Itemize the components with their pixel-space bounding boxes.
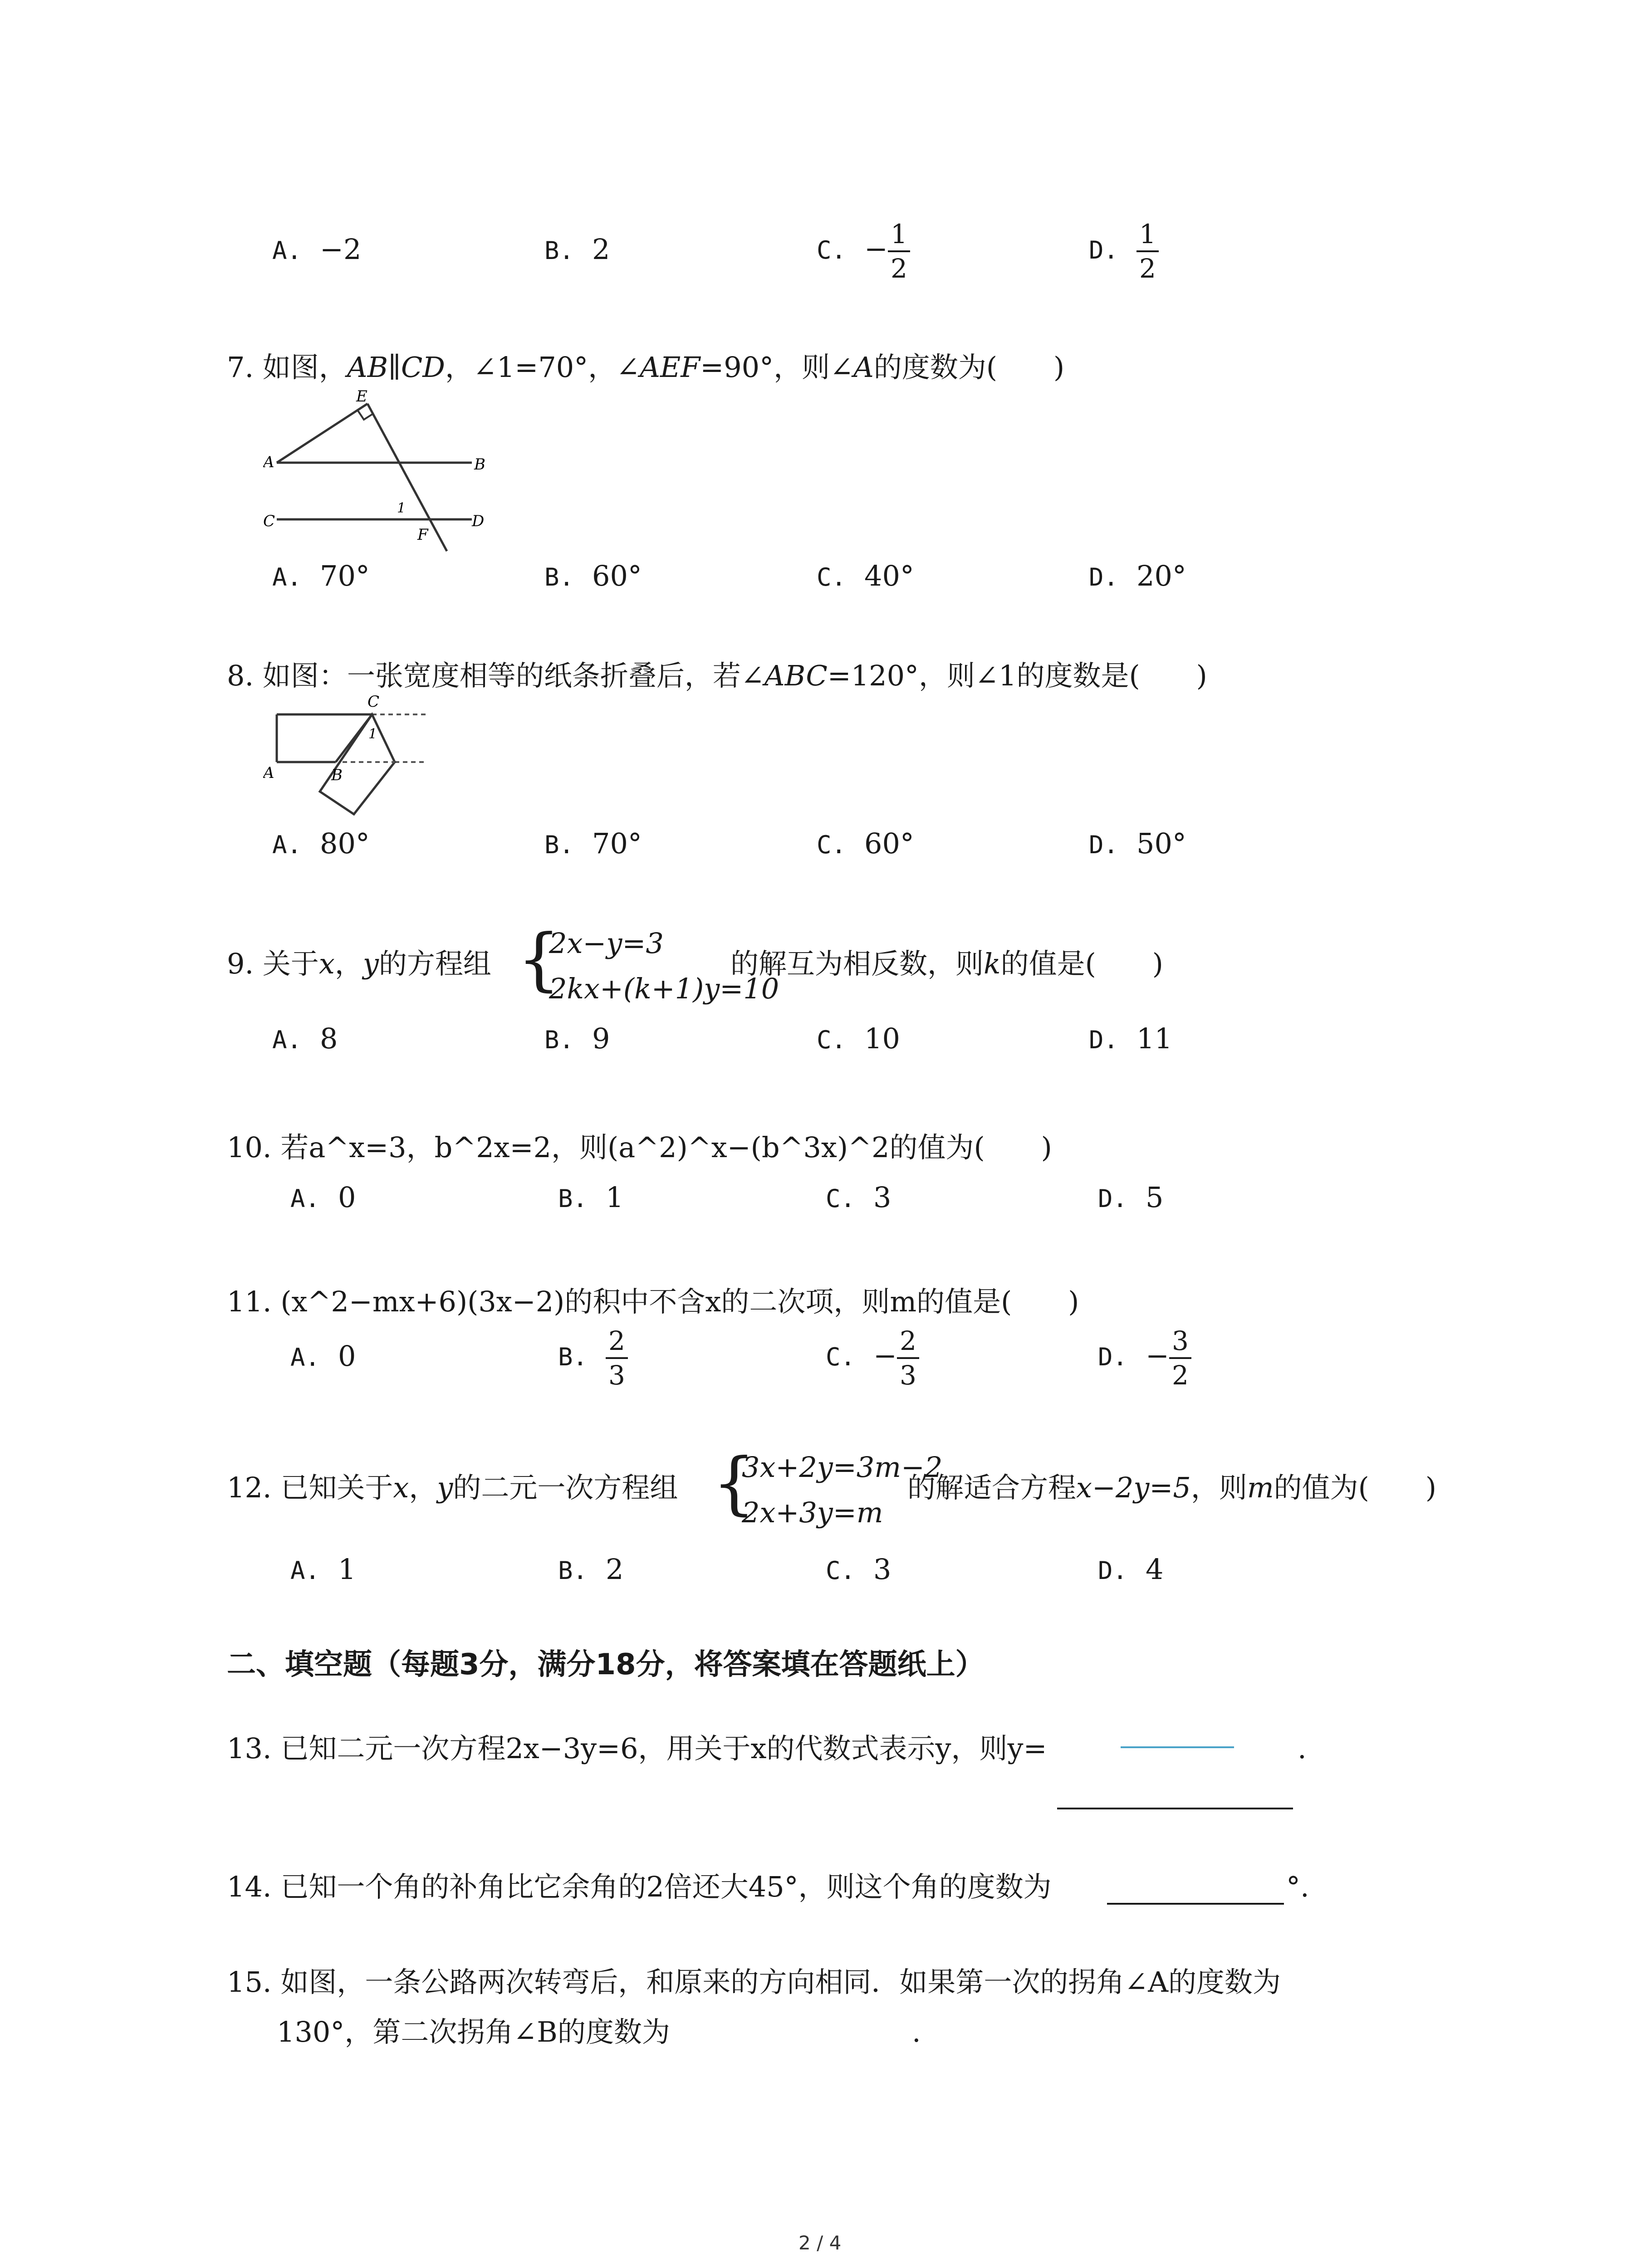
q12-equation-1: 3x+2y=3m−2	[742, 1451, 943, 1484]
q9-option-d: D. 11	[1089, 1022, 1172, 1055]
q6-option-d: D. $\frac{1}{2}$	[1089, 218, 1159, 285]
q9-brace: {	[517, 920, 561, 999]
svg-text:C: C	[367, 694, 380, 711]
q13-period: .	[1298, 1732, 1307, 1765]
svg-text:C: C	[263, 512, 275, 530]
q10-option-c: C. 3	[826, 1181, 892, 1214]
q7-stem: 7. 如图，AB∥CD，∠1=70°，∠AEF=90°，则∠A的度数为( )	[227, 351, 1065, 384]
q7-option-a: A. 70°	[272, 559, 370, 592]
q10-stem: 10. 若a^x=3，b^2x=2，则(a^2)^x−(b^3x)^2的值为( )	[227, 1131, 1052, 1164]
q7-option-b: B. 60°	[544, 559, 642, 592]
svg-text:1: 1	[397, 500, 406, 516]
q9-option-c: C. 10	[817, 1022, 900, 1055]
q9-equation-2: 2kx+(k+1)y=10	[549, 972, 779, 1005]
svg-text:B: B	[474, 455, 485, 474]
svg-text:1: 1	[368, 726, 377, 742]
q12-stem-pre: 12. 已知关于x，y的二元一次方程组	[227, 1471, 678, 1504]
q6-option-c: C. − $\frac{1}{2}$	[817, 218, 910, 285]
q12-option-a: A. 1	[290, 1553, 356, 1586]
q7-figure	[263, 388, 499, 560]
q12-option-d: D. 4	[1098, 1553, 1164, 1586]
q8-stem: 8. 如图：一张宽度相等的纸条折叠后，若∠ABC=120°，则∠1的度数是( )	[227, 659, 1207, 692]
q6-option-b: B. 2	[544, 233, 610, 266]
q10-option-b: B. 1	[558, 1181, 624, 1214]
q13-answer-blank[interactable]	[1057, 1808, 1293, 1809]
q9-option-a: A. 8	[272, 1022, 338, 1055]
q12-option-c: C. 3	[826, 1553, 892, 1586]
svg-text:D: D	[472, 512, 485, 530]
q14-answer-blank[interactable]	[1107, 1903, 1284, 1905]
q15-period: .	[912, 2015, 921, 2048]
q13-stem: 13. 已知二元一次方程2x−3y=6，用关于x的代数式表示y，则y=	[227, 1732, 1047, 1765]
q11-option-d: D. − $\frac{3}{2}$	[1098, 1325, 1191, 1392]
q11-option-c: C. − $\frac{2}{3}$	[826, 1325, 919, 1392]
svg-text:E: E	[356, 388, 367, 406]
q9-stem-pre: 9. 关于x，y的方程组	[227, 947, 491, 980]
q15-line2: 130°，第二次拐角∠B的度数为	[277, 2015, 670, 2048]
svg-text:A: A	[263, 764, 274, 782]
q8-option-a: A. 80°	[272, 827, 370, 860]
q8-option-c: C. 60°	[817, 827, 914, 860]
q9-option-b: B. 9	[544, 1022, 610, 1055]
q11-option-a: A. 0	[290, 1339, 356, 1373]
q9-equation-1: 2x−y=3	[549, 927, 664, 960]
q10-option-a: A. 0	[290, 1181, 356, 1214]
svg-text:F: F	[417, 526, 428, 544]
q12-brace: {	[712, 1444, 756, 1523]
q7-option-c: C. 40°	[817, 559, 914, 592]
q15-line1: 15. 如图，一条公路两次转弯后，和原来的方向相同．如果第一次的拐角∠A的度数为	[227, 1965, 1281, 1999]
q10-option-d: D. 5	[1098, 1181, 1164, 1214]
q12-stem-post: 的解适合方程x−2y=5，则m的值为( )	[907, 1471, 1437, 1504]
q11-option-b: B. $\frac{2}{3}$	[558, 1325, 628, 1392]
q7-option-d: D. 20°	[1089, 559, 1186, 592]
q13-blank-highlight	[1121, 1746, 1234, 1748]
q11-stem: 11. (x^2−mx+6)(3x−2)的积中不含x的二次项，则m的值是( )	[227, 1285, 1079, 1318]
q9-stem-post: 的解互为相反数，则k的值是( )	[730, 947, 1163, 980]
q14-stem: 14. 已知一个角的补角比它余角的2倍还大45°，则这个角的度数为	[227, 1870, 1052, 1903]
q8-option-d: D. 50°	[1089, 827, 1186, 860]
q8-option-b: B. 70°	[544, 827, 642, 860]
q6-option-a: A. −2	[272, 233, 362, 266]
svg-text:A: A	[263, 453, 274, 471]
page-number: 2 / 4	[798, 2232, 842, 2254]
q8-figure	[263, 694, 445, 826]
svg-text:B: B	[331, 766, 343, 784]
q12-option-b: B. 2	[558, 1553, 624, 1586]
q14-tail: °.	[1286, 1870, 1309, 1903]
q12-equation-2: 2x+3y=m	[742, 1496, 883, 1529]
section-heading: 二、填空题（每题3分，满分18分，将答案填在答题纸上）	[227, 1648, 985, 1681]
